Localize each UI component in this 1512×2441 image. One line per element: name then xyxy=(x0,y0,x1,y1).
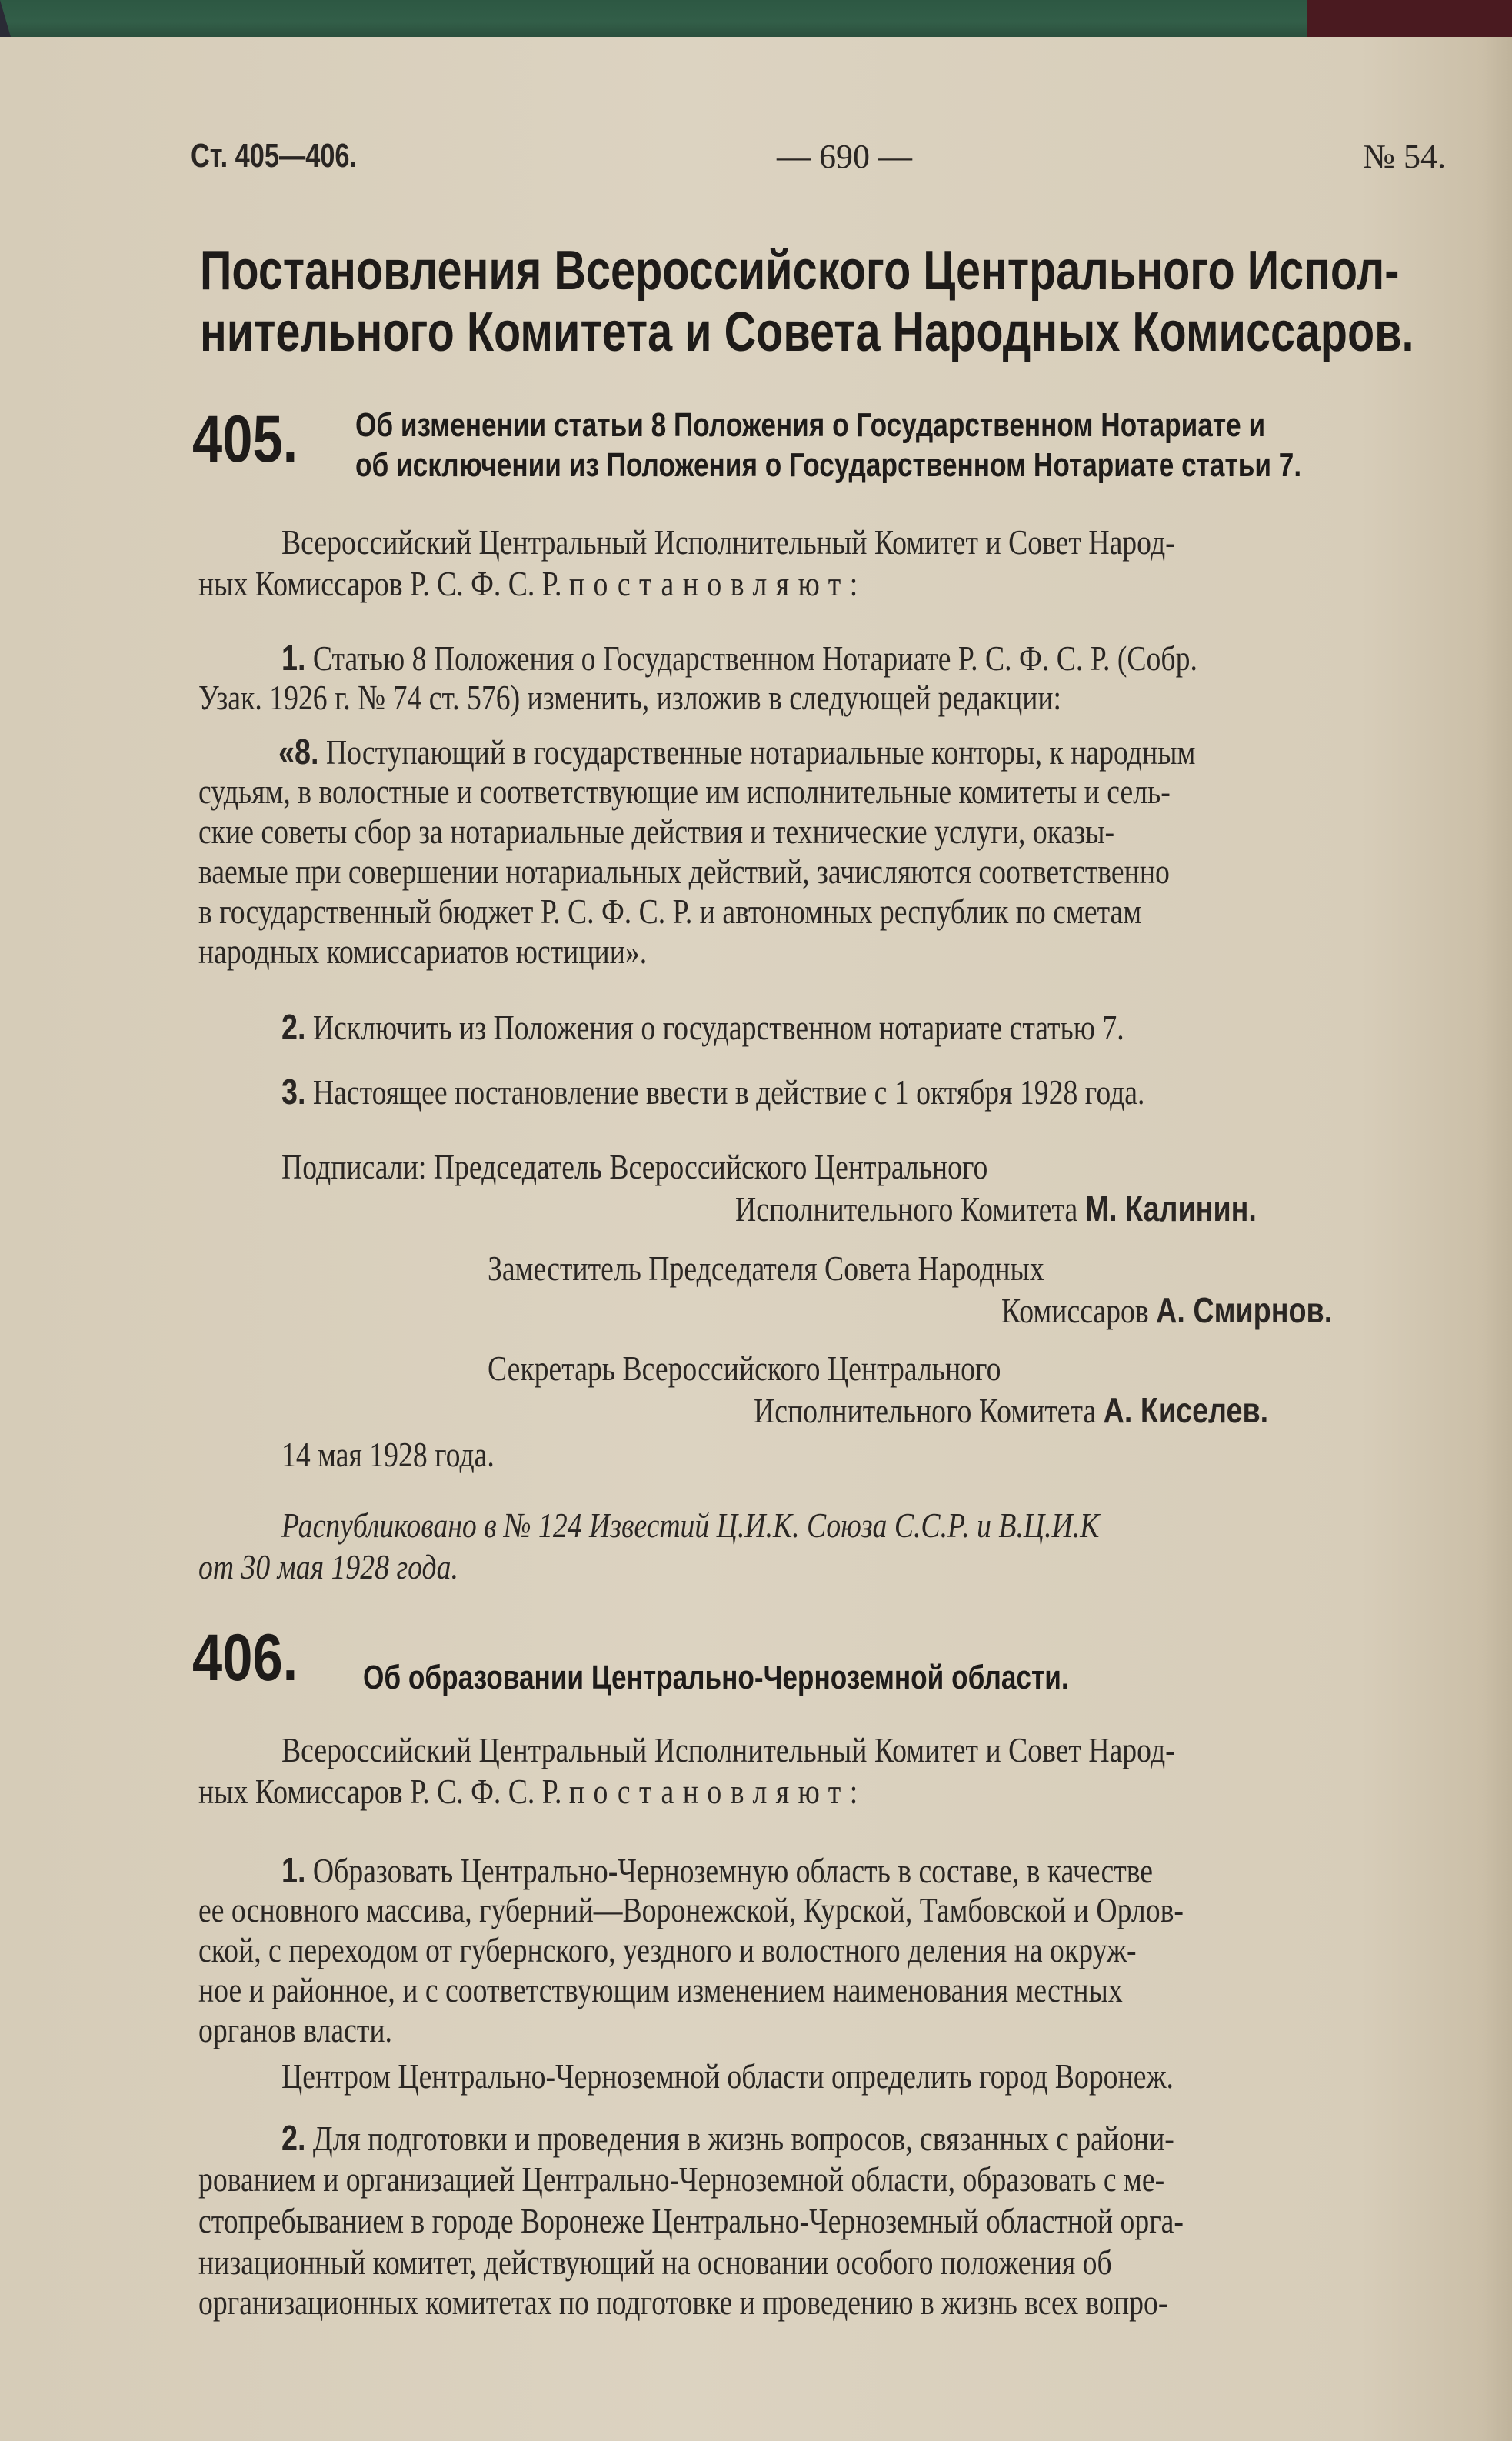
section-406-point-1-line-1 xyxy=(281,1849,1153,1892)
point-text: Статью 8 Положения о Государственном Нотариате Р. С. Ф. С. Р. (Собр. xyxy=(305,639,1197,678)
signatory-name: А. Смирнов. xyxy=(1156,1290,1333,1330)
signature-role: Исполнительного Комитета xyxy=(754,1391,1104,1430)
signature-3-title: Секретарь Всероссийского Центрального xyxy=(488,1349,1001,1388)
signature-role: Комиссаров xyxy=(1001,1291,1157,1330)
section-number-406: 406. xyxy=(192,1621,298,1695)
section-406-point-1-line-4: ное и районное, и с соответствующим изменением наименования местных xyxy=(198,1970,1123,2009)
section-406-preamble-line-2 xyxy=(198,1771,867,1812)
section-405-point-1-line-2: Узак. 1926 г. № 74 ст. 576) изменить, изложив в следующей редакции: xyxy=(198,678,1062,717)
preamble-text: ных Комиссаров Р. С. Ф. С. Р. xyxy=(198,1772,569,1811)
main-title-line-2: нительного Комитета и Совета Народных Комиссаров. xyxy=(200,302,1414,363)
article-8-quote-line-2: судьям, в волостные и соответствующие им исполнительные комитеты и сель- xyxy=(198,772,1171,811)
point-number: 2. xyxy=(281,1007,306,1047)
publication-note-line-1: Распубликовано в № 124 Известий Ц.И.К. Союза С.С.Р. и В.Ц.И.К xyxy=(281,1506,1100,1545)
point-number: 1. xyxy=(281,1850,306,1890)
point-number: 1. xyxy=(281,638,306,678)
section-406-point-2-line-3: стопребыванием в городе Воронеже Центрально-Черноземный областной орга- xyxy=(198,2201,1184,2240)
article-8-quote-line-5: в государственный бюджет Р. С. Ф. С. Р. и автономных республик по сметам xyxy=(198,892,1142,931)
cover-dark-corner xyxy=(0,0,11,37)
section-405-preamble-line-1: Всероссийский Центральный Исполнительный Комитет и Совет Народ- xyxy=(281,522,1175,562)
running-head-articles: Ст. 405—406. xyxy=(191,137,358,175)
signature-3-line-2 xyxy=(754,1389,1268,1432)
preamble-text: ных Комиссаров Р. С. Ф. С. Р. xyxy=(198,564,569,603)
signature-role: Исполнительного Комитета xyxy=(735,1189,1085,1229)
section-number-405: 405. xyxy=(192,402,298,476)
section-406-center-city: Центром Центрально-Черноземной области определить город Воронеж. xyxy=(281,2056,1174,2096)
signature-2-title: Заместитель Председателя Совета Народных xyxy=(488,1249,1044,1288)
signatory-name: М. Калинин. xyxy=(1084,1189,1257,1229)
main-title-line-1: Постановления Всероссийского Центрального Испол- xyxy=(200,240,1400,302)
section-405-point-1-line-1 xyxy=(281,637,1197,679)
signatory-name: А. Киселев. xyxy=(1103,1390,1269,1430)
article-8-quote-line-1 xyxy=(278,731,1195,773)
book-cover-edge xyxy=(0,0,1512,37)
section-406-preamble-line-1: Всероссийский Центральный Исполнительный Комитет и Совет Народ- xyxy=(281,1730,1175,1769)
running-head-page-number: — 690 — xyxy=(777,138,912,175)
section-405-preamble-line-2 xyxy=(198,563,867,605)
article-8-quote-line-6: народных комиссариатов юстиции». xyxy=(198,932,648,971)
point-number: 3. xyxy=(281,1072,306,1112)
point-number: «8. xyxy=(278,732,319,772)
article-8-quote-line-3: ские советы сбор за нотариальные действия и технические услуги, оказы- xyxy=(198,812,1115,851)
cover-maroon-band xyxy=(1307,0,1512,38)
signature-1-title: Подписали: Председатель Всероссийского Центрального xyxy=(281,1147,988,1186)
running-head-issue: № 54. xyxy=(1363,138,1446,175)
section-406-title: Об образовании Центрально-Черноземной области. xyxy=(363,1659,1069,1696)
preamble-spaced-verb: постановляют: xyxy=(568,564,867,603)
section-405-title-line-2: об исключении из Положения о Государственном Нотариате статьи 7. xyxy=(355,446,1302,484)
publication-note-line-2: от 30 мая 1928 года. xyxy=(198,1547,458,1586)
section-405-point-2 xyxy=(281,1006,1124,1049)
article-8-quote-line-4: ваемые при совершении нотариальных действий, зачисляются соответственно xyxy=(198,852,1170,891)
signature-2-line-2 xyxy=(1001,1289,1332,1332)
preamble-spaced-verb: постановляют: xyxy=(568,1772,867,1811)
section-406-point-1-line-5: органов власти. xyxy=(198,2010,392,2049)
section-405-title-line-1: Об изменении статьи 8 Положения о Государственном Нотариате и xyxy=(355,406,1266,444)
decree-date: 14 мая 1928 года. xyxy=(281,1435,495,1474)
section-405-point-3 xyxy=(281,1071,1144,1113)
section-406-point-2-line-5: организационных комитетах по подготовке и проведению в жизнь всех вопро- xyxy=(198,2283,1168,2322)
point-text: Исключить из Положения о государственном нотариате статью 7. xyxy=(305,1008,1124,1047)
section-406-point-2-line-2: рованием и организацией Центрально-Черноземной области, образовать с ме- xyxy=(198,2159,1165,2199)
point-text: Образовать Центрально-Черноземную область в составе, в качестве xyxy=(305,1851,1154,1890)
section-406-point-1-line-2: ее основного массива, губерний—Воронежской, Курской, Тамбовской и Орлов- xyxy=(198,1890,1184,1929)
point-text: Для подготовки и проведения в жизнь вопросов, связанных с райони- xyxy=(305,2119,1174,2158)
section-406-point-2-line-4: низационный комитет, действующий на основании особого положения об xyxy=(198,2243,1112,2282)
section-406-point-2-line-1 xyxy=(281,2117,1174,2159)
point-text: Поступающий в государственные нотариальные конторы, к народным xyxy=(318,732,1196,772)
point-number: 2. xyxy=(281,2118,306,2158)
signature-1-line-2 xyxy=(735,1188,1257,1230)
section-406-point-1-line-3: ской, с переходом от губернского, уездного и волостного деления на окруж- xyxy=(198,1930,1137,1969)
point-text: Настоящее постановление ввести в действие с 1 октября 1928 года. xyxy=(305,1072,1145,1112)
